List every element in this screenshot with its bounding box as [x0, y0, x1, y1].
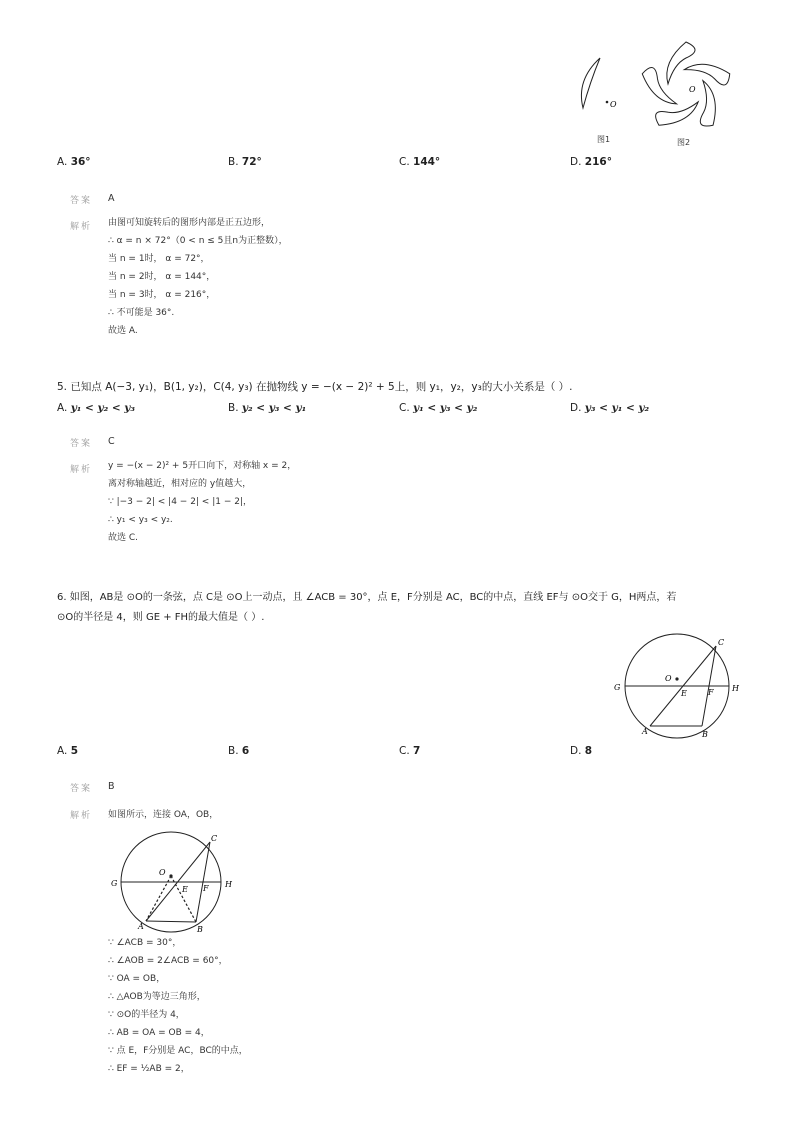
q4-answer: A	[108, 193, 115, 204]
q5-option-b[interactable]: B. y₂ < y₃ < y₁	[228, 402, 307, 414]
q6-solution: ∵ ∠ACB = 30°， ∴ ∠AOB = 2∠ACB = 60°， ∵ OA = OB， ∴ △AOB为等边三角形， ∵ ⊙O的半径为 4， ∴ AB = OA = OB = 4， ∵ 点 E，F分别是 AC，BC的中点， ∴ EF = ½AB = 2，	[108, 938, 248, 1074]
svg-text:A: A	[642, 727, 648, 736]
q6-option-b[interactable]: B. 6	[228, 745, 250, 757]
svg-text:F: F	[708, 688, 714, 697]
svg-text:E: E	[681, 689, 687, 698]
svg-text:O: O	[159, 868, 166, 877]
q5-option-d[interactable]: D. y₃ < y₁ < y₂	[570, 402, 650, 414]
q6-option-d[interactable]: D. 8	[570, 745, 593, 757]
q4-option-b[interactable]: B. 72°	[228, 156, 262, 168]
svg-text:F: F	[203, 884, 209, 893]
q6-question-line-1: 6. 如图，AB是 ⊙O的一条弦，点 C是 ⊙O上一动点，且 ∠ACB = 30°，点 E，F分别是 AC，BC的中点，直线 EF与 ⊙O交于 G，H两点，若	[57, 592, 677, 603]
q4-answer-tag: 答案	[70, 196, 93, 206]
svg-text:G: G	[614, 683, 621, 692]
q6-solution-figure	[106, 828, 246, 938]
q6-figure	[606, 628, 752, 742]
q6-answer-tag: 答案	[70, 784, 93, 794]
figure-2	[634, 38, 738, 134]
q5-answer: C	[108, 436, 115, 447]
q4-solution: 由图可知旋转后的图形内部是正五边形， ∴ α = n × 72°（0 < n ≤ 5且n为正整数）， 当 n = 1时， α = 72°， 当 n = 2时， α = 144°， 当 n = 3时， α = 216°， ∴ 不可能是 36°. 故选 A.	[108, 218, 288, 336]
q6-answer: B	[108, 781, 115, 792]
blade	[636, 65, 685, 105]
fig1-caption: 图1	[597, 135, 611, 144]
q5-question: 5. 已知点 A(−3, y₁)，B(1, y₂)，C(4, y₃) 在抛物线 y = −(x − 2)² + 5上，则 y₁，y₂，y₃的大小关系是（ ）.	[57, 381, 573, 393]
q4-solution-tag: 解析	[70, 222, 93, 232]
q5-solution: y = −(x − 2)² + 5开口向下，对称轴 x = 2， 离对称轴越近，相对应的 y值越大， ∵ |−3 − 2| < |4 − 2| < |1 − 2|， ∴ y₁ < y₃ < y₂. 故选 C.	[108, 461, 297, 543]
q5-answer-tag: 答案	[70, 439, 93, 449]
svg-text:O: O	[665, 674, 672, 683]
blade	[667, 42, 695, 84]
svg-text:H: H	[225, 880, 232, 889]
q5-solution-tag: 解析	[70, 465, 93, 475]
q4-option-d[interactable]: D. 216°	[570, 156, 612, 168]
svg-text:A: A	[138, 922, 144, 931]
q5-option-c[interactable]: C. y₁ < y₃ < y₂	[399, 402, 478, 414]
svg-text:B: B	[197, 925, 203, 934]
q6-option-c[interactable]: C. 7	[399, 745, 421, 757]
svg-text:C: C	[718, 638, 725, 647]
q6-question-line-2: ⊙O的半径是 4，则 GE + FH的最大值是（ ）.	[57, 612, 265, 623]
svg-text:E: E	[182, 885, 188, 894]
q5-option-a[interactable]: A. y₁ < y₂ < y₃	[57, 402, 136, 414]
figure-1	[570, 50, 630, 120]
svg-text:G: G	[111, 879, 118, 888]
fig2-label-o: O	[689, 85, 696, 94]
svg-text:H: H	[732, 684, 739, 693]
fig1-label-o: O	[610, 100, 617, 109]
q4-option-c[interactable]: C. 144°	[399, 156, 441, 168]
q6-option-a[interactable]: A. 5	[57, 745, 78, 757]
svg-text:B: B	[702, 730, 708, 739]
q6-solution-tag: 解析	[70, 811, 93, 821]
q6-solution-intro: 如图所示，连接 OA，OB，	[108, 810, 219, 820]
q4-option-a[interactable]: A. 36°	[57, 156, 91, 168]
svg-text:C: C	[211, 834, 218, 843]
fig2-caption: 图2	[677, 138, 691, 147]
